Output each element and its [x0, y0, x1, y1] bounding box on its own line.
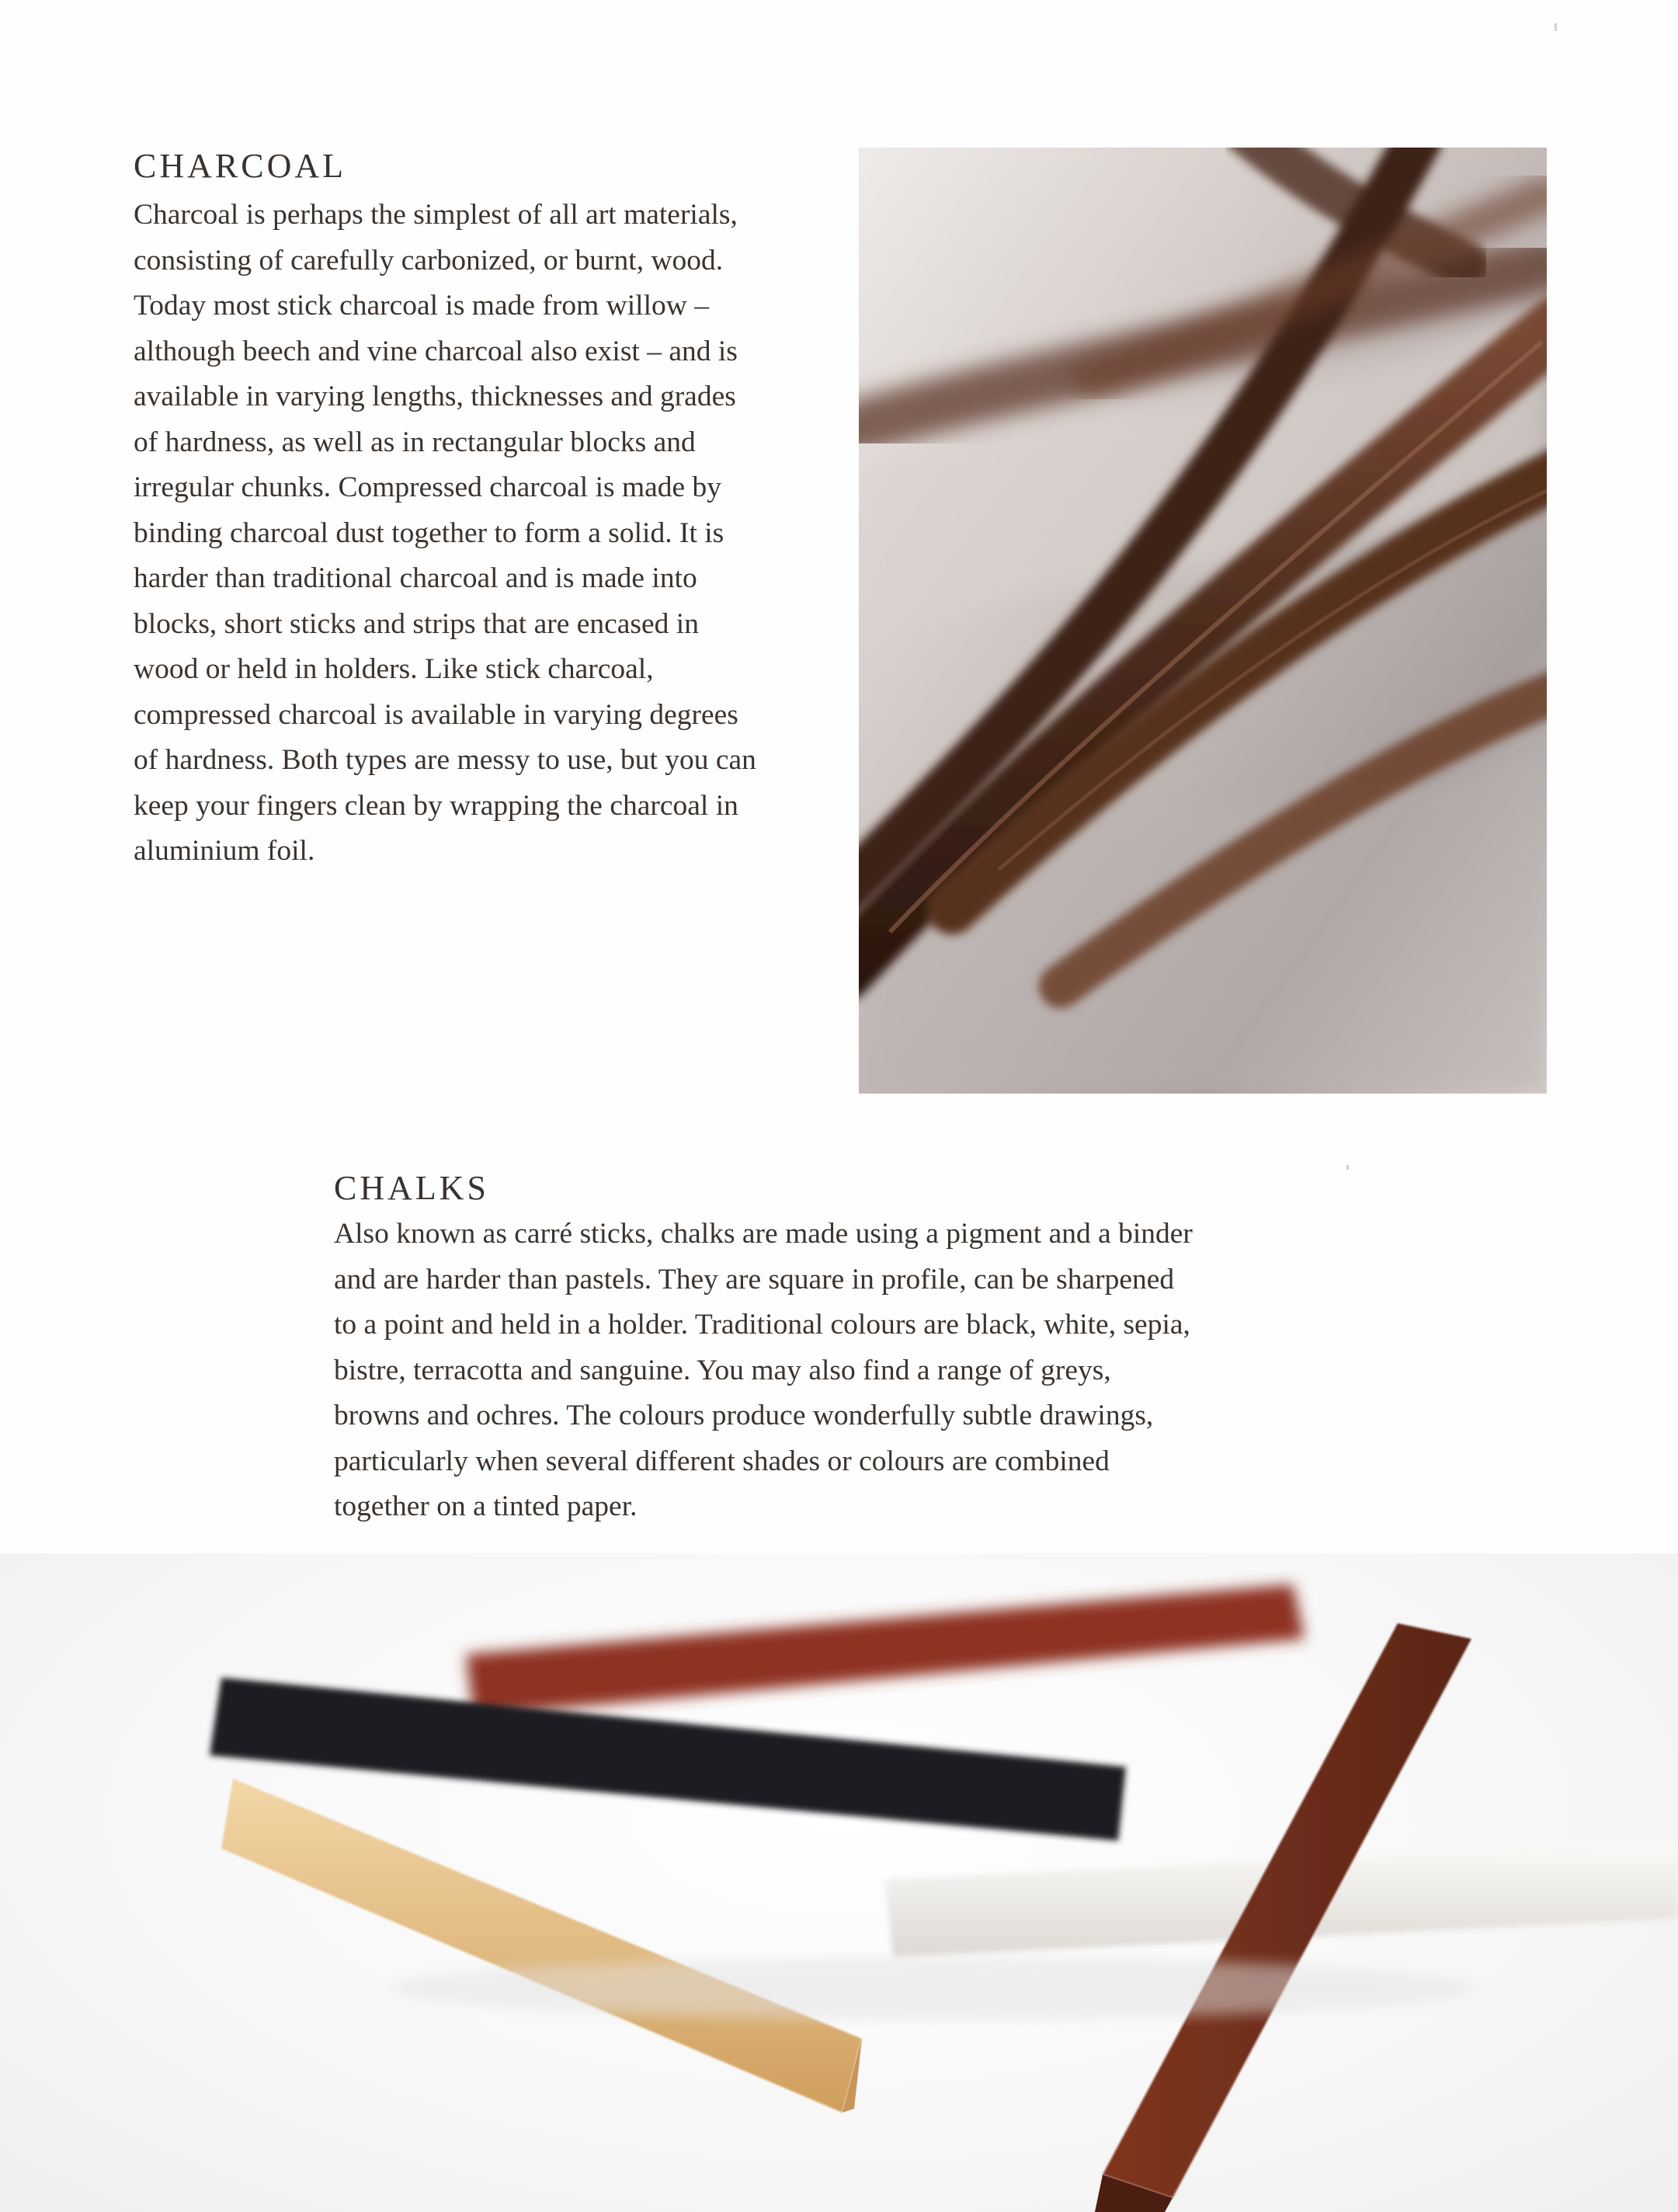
- sanguine-chalk: [466, 1584, 1305, 1716]
- charcoal-line: although beech and vine charcoal also exist – and is: [134, 335, 738, 367]
- charcoal-line: binding charcoal dust together to form a solid. It is: [134, 516, 724, 549]
- charcoal-line: of hardness, as well as in rectangular blocks and: [134, 426, 696, 458]
- charcoal-line: blocks, short sticks and strips that are encased in: [134, 607, 699, 640]
- black-chalk: [210, 1678, 1126, 1841]
- chalks-paragraph: [334, 1212, 1193, 1530]
- charcoal-sticks-illustration: [859, 148, 1547, 1094]
- scan-speck: [1346, 1165, 1349, 1170]
- charcoal-paragraph: [134, 193, 756, 875]
- chalks-line: to a point and held in a holder. Traditional colours are black, white, sepia,: [334, 1309, 1190, 1341]
- charcoal-photo: [859, 148, 1547, 1094]
- charcoal-line: of hardness. Both types are messy to use, but you can: [134, 744, 756, 776]
- charcoal-line: consisting of carefully carbonized, or burnt, wood.: [134, 244, 724, 276]
- chalks-line: bistre, terracotta and sanguine. You may also find a range of greys,: [334, 1354, 1111, 1386]
- scan-speck: [1555, 23, 1557, 31]
- charcoal-line: available in varying lengths, thicknesses and grades: [134, 381, 736, 412]
- chalks-line: particularly when several different shades or colours are combined: [334, 1445, 1110, 1477]
- chalks-heading: CHALKS: [334, 1169, 490, 1207]
- charcoal-line: aluminium foil.: [134, 835, 315, 867]
- chalks-line: browns and ochres. The colours produce wonderfully subtle drawings,: [334, 1400, 1154, 1431]
- ochre-chalk: [221, 1779, 862, 2113]
- charcoal-line: compressed charcoal is available in varying degrees: [134, 698, 738, 731]
- chalks-line: and are harder than pastels. They are square in profile, can be sharpened: [334, 1263, 1175, 1296]
- charcoal-line: harder than traditional charcoal and is made into: [134, 562, 697, 594]
- charcoal-line: keep your fingers clean by wrapping the charcoal in: [134, 789, 738, 822]
- charcoal-line: Charcoal is perhaps the simplest of all art materials,: [134, 199, 738, 231]
- chalks-line: together on a tinted paper.: [334, 1490, 638, 1522]
- chalks-line: Also known as carré sticks, chalks are made using a pigment and a binder: [334, 1218, 1193, 1250]
- charcoal-line: Today most stick charcoal is made from willow –: [134, 290, 709, 322]
- charcoal-line: irregular chunks. Compressed charcoal is made by: [134, 471, 722, 503]
- chalks-photo: [0, 1553, 1678, 2212]
- chalk-sticks-illustration: [0, 1553, 1678, 2212]
- charcoal-line: wood or held in holders. Like stick charcoal,: [134, 653, 654, 685]
- charcoal-heading: CHARCOAL: [134, 147, 347, 185]
